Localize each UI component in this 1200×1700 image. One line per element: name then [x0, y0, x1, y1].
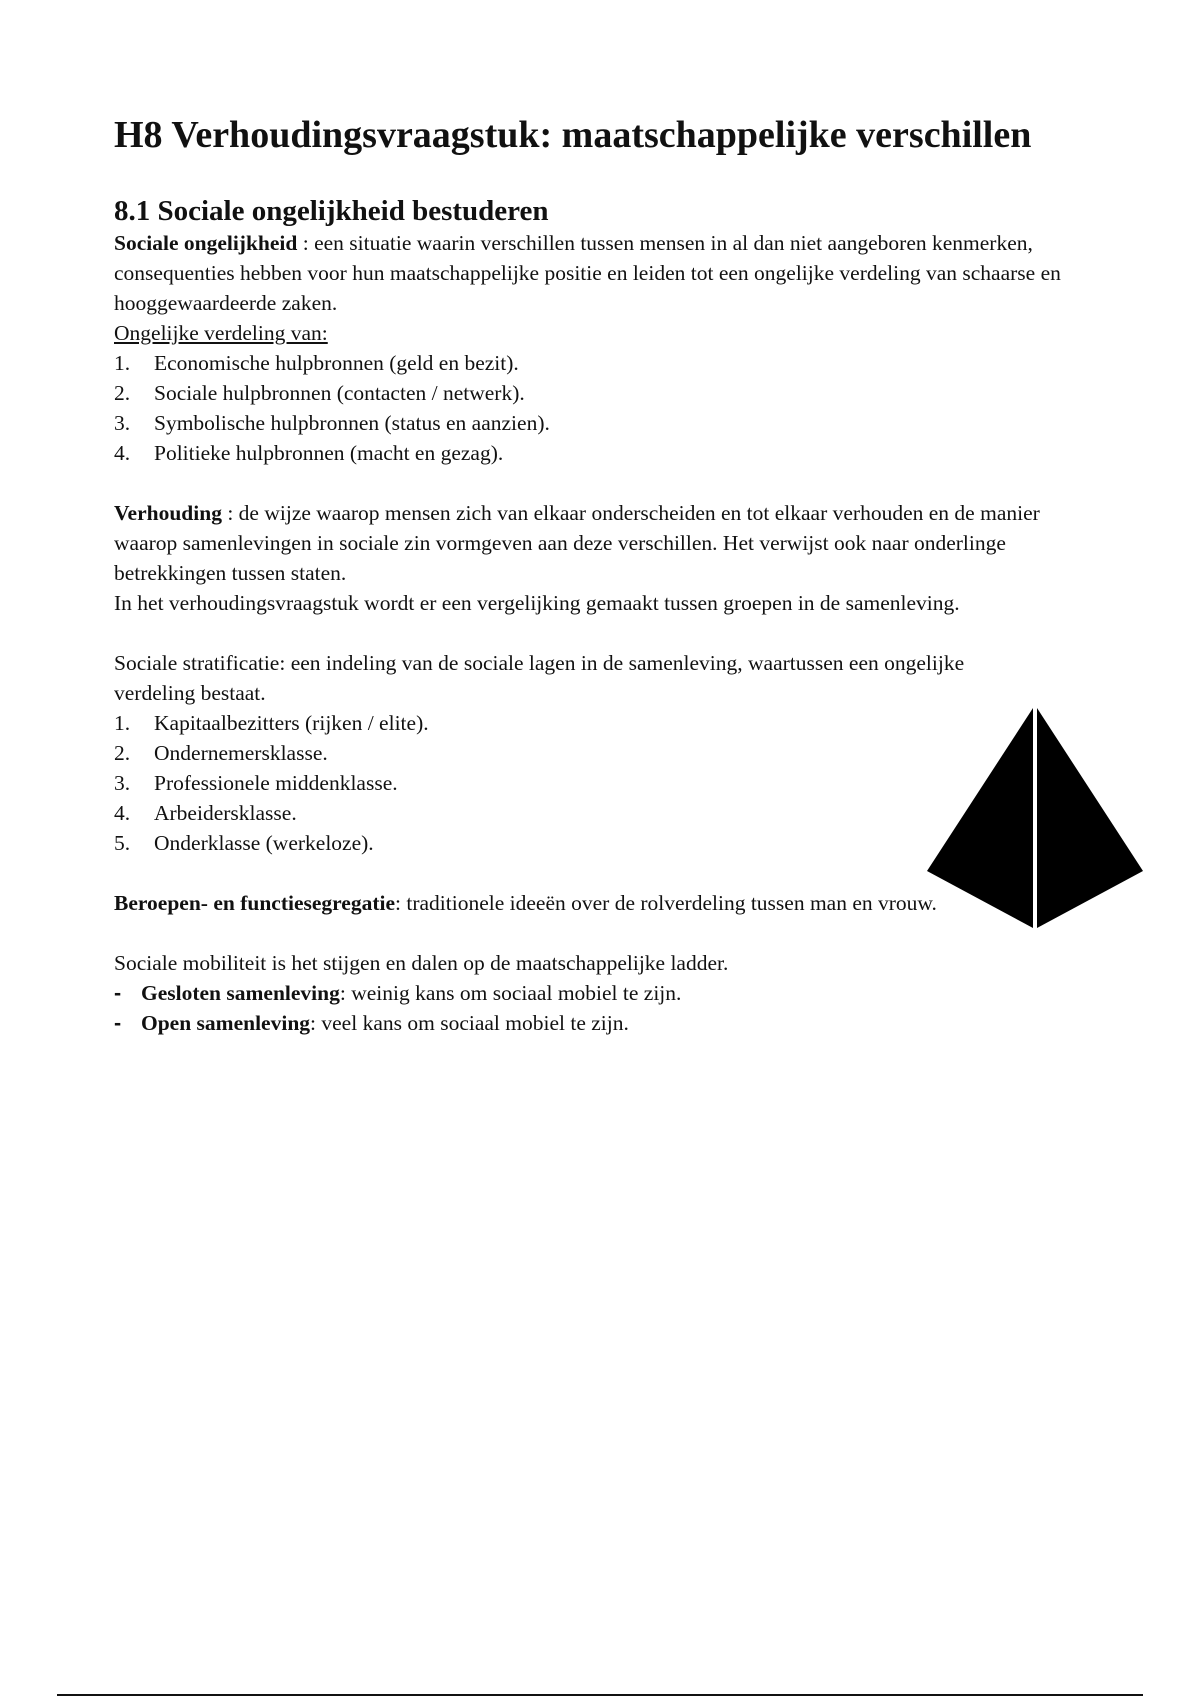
list-text: Ondernemersklasse. [154, 741, 328, 765]
resources-list [114, 348, 1104, 468]
list-number: 2. [114, 381, 131, 405]
mobility-term: Open samenleving [141, 1011, 311, 1035]
list-text: Sociale hulpbronnen (contacten / netwerk). [154, 381, 525, 405]
dash-bullet: - [114, 1011, 122, 1035]
dash-bullet: - [114, 981, 122, 1005]
spacer [114, 468, 1104, 498]
list-text: Politieke hulpbronnen (macht en gezag). [154, 441, 504, 465]
list-number: 1. [114, 711, 131, 735]
list-item [114, 378, 1104, 408]
inequality-definition-text: : een situatie waarin verschillen tussen mensen in al dan niet aangeboren kenmerken, consequenties hebben voor hun maatschappelijke positie en leiden tot een ongelijke verdeling van schaarse en hooggewaardeerde zaken. [114, 231, 1061, 315]
page-title: H8 Verhoudingsvraagstuk: maatschappelijke verschillen [114, 114, 1032, 156]
list-number: 4. [114, 801, 131, 825]
list-number: 4. [114, 441, 131, 465]
list-item [114, 348, 1104, 378]
mobility-list [114, 978, 1104, 1038]
list-text: Arbeidersklasse. [154, 801, 297, 825]
footer-divider [57, 1694, 1143, 1696]
inequality-definition [114, 228, 1104, 318]
distribution-label: Ongelijke verdeling van: [114, 321, 328, 345]
pyramid-icon [926, 706, 1144, 928]
relation-definition-text: : de wijze waarop mensen zich van elkaar onderscheiden en tot elkaar verhouden en de manier waarop samenlevingen in sociale zin vormgeven aan deze verschillen. Het verwijst ook naar onderlinge betrekkingen tussen staten. [114, 501, 1040, 585]
pyramid-right-face [1037, 708, 1143, 928]
list-number: 3. [114, 411, 131, 435]
list-text: Economische hulpbronnen (geld en bezit). [154, 351, 519, 375]
list-number: 2. [114, 741, 131, 765]
list-item [114, 1008, 1104, 1038]
relation-definition [114, 498, 1104, 588]
list-number: 3. [114, 771, 131, 795]
list-number: 5. [114, 831, 131, 855]
list-text: Kapitaalbezitters (rijken / elite). [154, 711, 429, 735]
pyramid-left-face [927, 708, 1033, 928]
segregation-definition [114, 888, 994, 918]
list-item [114, 438, 1104, 468]
segregation-definition-text: : traditionele ideeën over de rolverdeling tussen man en vrouw. [395, 891, 937, 915]
mobility-text: : weinig kans om sociaal mobiel te zijn. [339, 981, 682, 1005]
list-number: 1. [114, 351, 131, 375]
mobility-term: Gesloten samenleving [141, 981, 340, 1005]
list-text: Symbolische hulpbronnen (status en aanzien). [154, 411, 550, 435]
relation-term: Verhouding [114, 501, 222, 525]
relation-extra: In het verhoudingsvraagstuk wordt er een vergelijking gemaakt tussen groepen in de samenleving. [114, 591, 960, 615]
list-text: Professionele middenklasse. [154, 771, 398, 795]
stratification-definition: Sociale stratificatie: een indeling van de sociale lagen in de samenleving, waartussen een ongelijke verdeling bestaat. [114, 651, 965, 705]
list-item [114, 978, 1104, 1008]
list-text: Onderklasse (werkeloze). [154, 831, 374, 855]
section-heading: 8.1 Sociale ongelijkheid bestuderen [114, 195, 549, 227]
spacer [114, 618, 1104, 648]
mobility-text: : veel kans om sociaal mobiel te zijn. [310, 1011, 629, 1035]
inequality-term: Sociale ongelijkheid [114, 231, 298, 255]
segregation-term: Beroepen- en functiesegregatie [114, 891, 396, 915]
list-item [114, 408, 1104, 438]
mobility-intro: Sociale mobiliteit is het stijgen en dalen op de maatschappelijke ladder. [114, 951, 729, 975]
